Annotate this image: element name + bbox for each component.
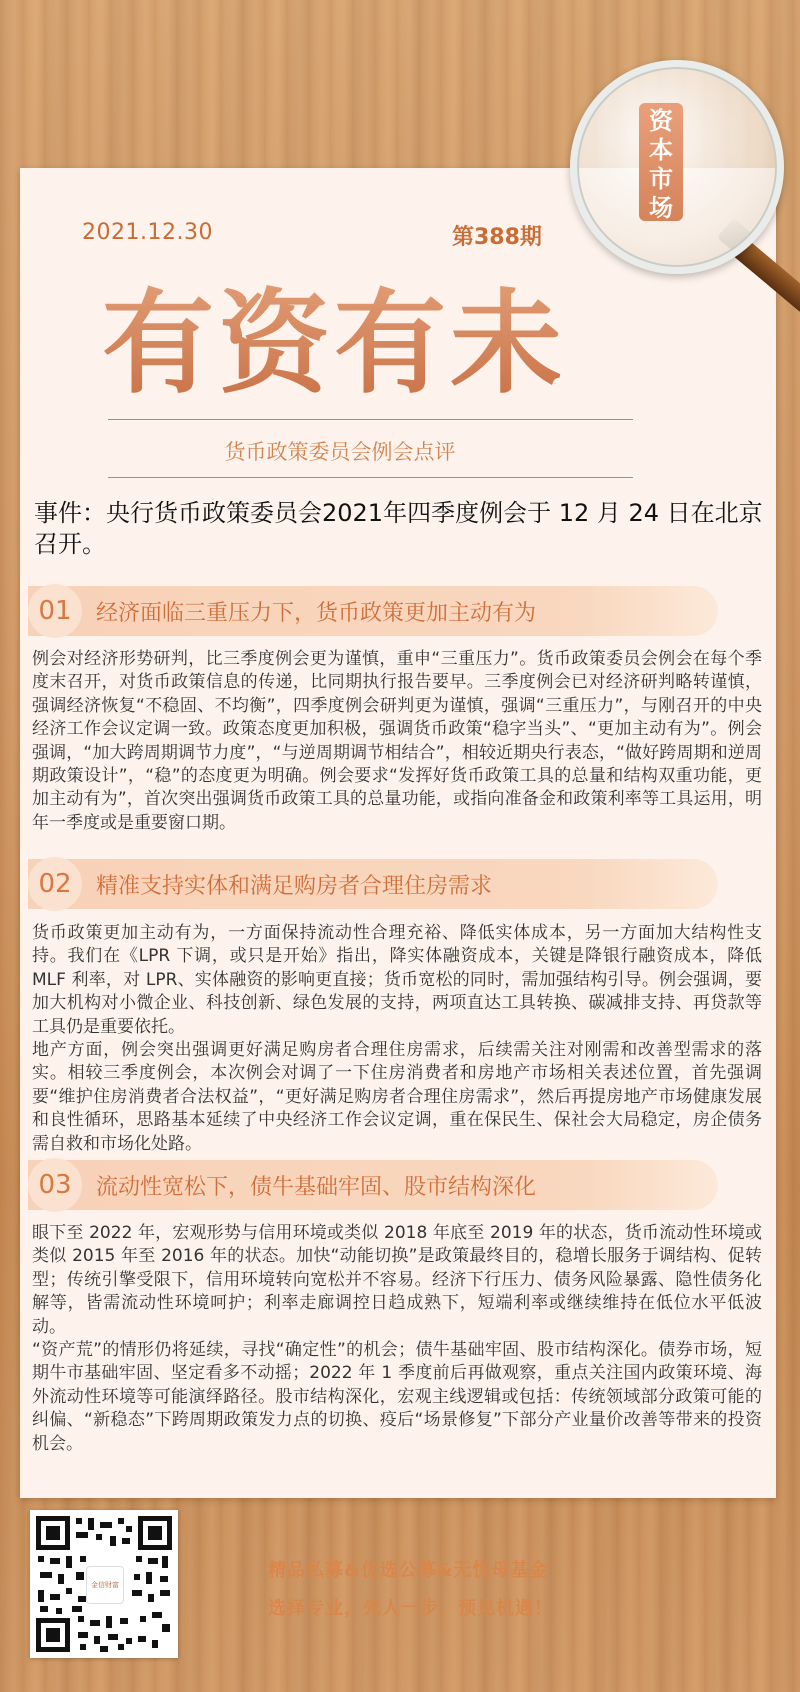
content-card bbox=[20, 168, 776, 1498]
section-title: 经济面临三重压力下，货币政策更加主动有为 bbox=[96, 601, 537, 626]
paragraph: 货币政策更加主动有为，一方面保持流动性合理充裕、降低实体成本，另一方面加大结构性支持。我们在《LPR 下调，或只是开始》指出，降实体融资成本，关键是降银行融资成本，降低 MLF 利率，对 LPR、实体融资的影响更直接；货币宽松的同时，需加强结构引导。例会强调，要加大机构对小微企业、科技创新、绿色发展的支持，两项直达工具转换、碳减排支持、再贷款等工具仍是重要依托。 bbox=[32, 923, 762, 1037]
section-number: 02 bbox=[28, 857, 82, 911]
page-subtitle: 货币政策委员会例会点评 bbox=[224, 440, 456, 464]
paragraph: “资产荒”的情形仍将延续，寻找“确定性”的机会；债牛基础牢固、股市结构深化。债券市场，短期牛市基础牢固、坚定看多不动摇；2022 年 1 季度前后再做观察，重点关注国内政策环境、海外流动性环境等可能演绎路径。股市结构深化，宏观主线逻辑或包括：传统领域部分政策可能的纠偏、“新稳态”下跨周期政策发力点的切换、疫后“场景修复”下部分产业量价改善等带来的投资机会。 bbox=[32, 1340, 762, 1454]
divider bbox=[108, 419, 633, 420]
footer-slogan-2: 选择专业，先人一步，预见机遇！ bbox=[268, 1598, 553, 1619]
paragraph: 地产方面，例会突出强调更好满足购房者合理住房需求，后续需关注对刚需和改善型需求的落实。相较三季度例会，本次例会对调了一下住房消费者和房地产市场相关表述位置，首先强调要“维护住房消费者合法权益”，“更好满足购房者合理住房需求”，然后再提房地产市场健康发展和良性循环，思路基本延续了中央经济工作会议定调，重在保民生、保社会大局稳定，房企债务需自救和市场化处路。 bbox=[32, 1040, 762, 1154]
section-title: 精准支持实体和满足购房者合理住房需求 bbox=[96, 874, 493, 899]
section-body-03 bbox=[32, 1222, 762, 1456]
section-header-01 bbox=[28, 586, 718, 636]
section-header-03 bbox=[28, 1160, 718, 1210]
paragraph: 例会对经济形势研判，比三季度例会更为谨慎，重申“三重压力”。货币政策委员会例会在每个季度末召开，对货币政策信息的传递，比同期执行报告要早。三季度例会已对经济研判略转谨慎，强调经济恢复“不稳固、不均衡”，四季度例会研判更为谨慎，强调“三重压力”，与刚召开的中央经济工作会议定调一致。政策态度更加积极，强调货币政策“稳字当头”、“更加主动有为”。例会强调，“加大跨周期调节力度”，“与逆周期调节相结合”，相较近期央行表态，“做好跨周期和逆周期政策设计”，“稳”的态度更为明确。例会要求“发挥好货币政策工具的总量和结构双重功能，更加主动有为”，首次突出强调货币政策工具的总量功能，或指向准备金和政策利率等工具运用，明年一季度或是重要窗口期。 bbox=[32, 649, 762, 833]
section-number: 03 bbox=[28, 1158, 82, 1212]
paragraph: 眼下至 2022 年，宏观形势与信用环境或类似 2018 年底至 2019 年的状态，货币流动性环境或类似 2015 年至 2016 年的状态。加快“动能切换”是政策最终目的，稳增长服务于调结构、促转型；传统引擎受限下，信用环境转向宽松并不容易。经济下行压力、债务风险暴露、隐性债务化解等，皆需流动性环境呵护；利率走廊调控日趋成熟下，短端利率或继续维持在低位水平低波动。 bbox=[32, 1223, 762, 1337]
section-title: 流动性宽松下，债牛基础牢固、股市结构深化 bbox=[96, 1175, 537, 1200]
magnifier-lens-icon bbox=[570, 60, 784, 274]
section-body-02 bbox=[32, 922, 762, 1156]
page-title: 有资有未 bbox=[102, 254, 572, 415]
qr-logo: 金信财富 bbox=[86, 1566, 124, 1604]
section-number: 01 bbox=[28, 584, 82, 638]
section-header-02 bbox=[28, 859, 718, 909]
divider bbox=[108, 477, 633, 478]
lens-tag: 资本市场 bbox=[639, 103, 683, 221]
qr-code[interactable] bbox=[30, 1510, 178, 1658]
issue-number: 第388期 bbox=[452, 225, 542, 250]
event-summary: 事件：央行货币政策委员会2021年四季度例会于 12 月 24 日在北京召开。 bbox=[34, 499, 763, 558]
section-body-01 bbox=[32, 648, 762, 835]
footer-slogan-1: 精品私募&优选公募&无忧母基金 bbox=[268, 1560, 549, 1581]
issue-date: 2021.12.30 bbox=[82, 220, 213, 245]
